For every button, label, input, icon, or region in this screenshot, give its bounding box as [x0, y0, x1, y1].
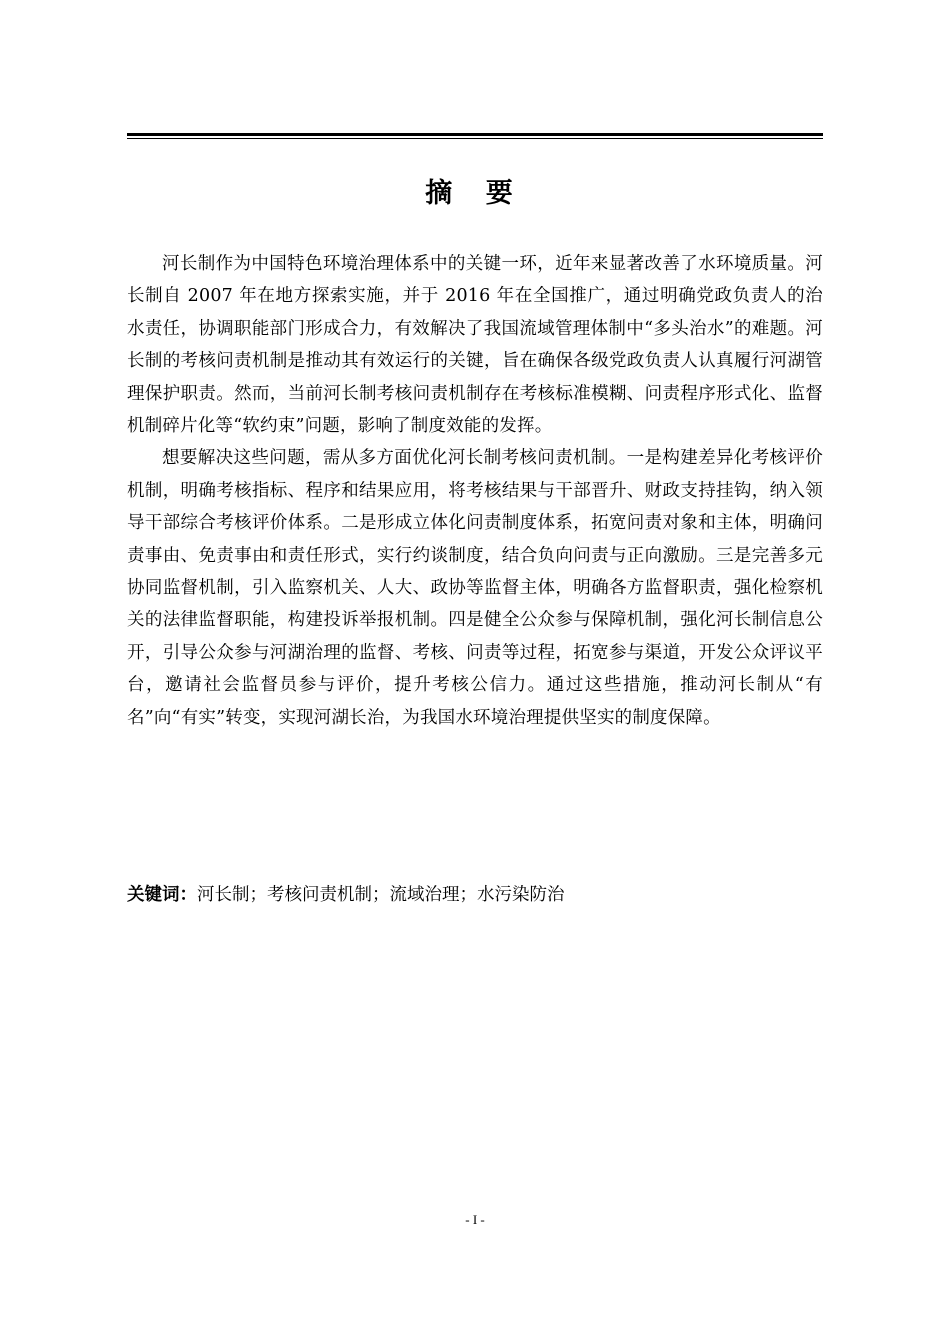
abstract-body [127, 248, 823, 734]
keywords-line [127, 879, 823, 911]
keywords-label: 关键词： [127, 885, 197, 905]
abstract-paragraph-2: 想要解决这些问题，需从多方面优化河长制考核问责机制。一是构建差异化考核评价机制，明确考核指标、程序和结果应用，将考核结果与干部晋升、财政支持挂钩，纳入领导干部综合考核评价体系。二是形成立体化问责制度体系，拓宽问责对象和主体，明确问责事由、免责事由和责任形式，实行约谈制度，结合负向问责与正向激励。三是完善多元协同监督机制，引入监察机关、人大、政协等监督主体，明确各方监督职责，强化检察机关的法律监督职能，构建投诉举报机制。四是健全公众参与保障机制，强化河长制信息公开，引导公众参与河湖治理的监督、考核、问责等过程，拓宽参与渠道，开发公众评议平台，邀请社会监督员参与评价，提升考核公信力。通过这些措施，推动河长制从“有名”向“有实”转变，实现河湖长治，为我国水环境治理提供坚实的制度保障。 [127, 448, 823, 728]
keywords-value: 河长制；考核问责机制；流域治理；水污染防治 [197, 885, 565, 905]
page-number: - I - [465, 1212, 485, 1227]
abstract-title: 摘 要 [425, 178, 525, 209]
header-rule-thin [127, 138, 823, 139]
abstract-paragraph-1: 河长制作为中国特色环境治理体系中的关键一环，近年来显著改善了水环境质量。河长制自 2007 年在地方探索实施，并于 2016 年在全国推广，通过明确党政负责人的治水责任，协调职能部门形成合力，有效解决了我国流域管理体制中“多头治水”的难题。河长制的考核问责机制是推动其有效运行的关键，旨在确保各级党政负责人认真履行河湖管理保护职责。然而，当前河长制考核问责机制存在考核标准模糊、问责程序形式化、监督机制碎片化等“软约束”问题，影响了制度效能的发挥。 [127, 254, 823, 437]
header-rule-thick [127, 133, 823, 136]
